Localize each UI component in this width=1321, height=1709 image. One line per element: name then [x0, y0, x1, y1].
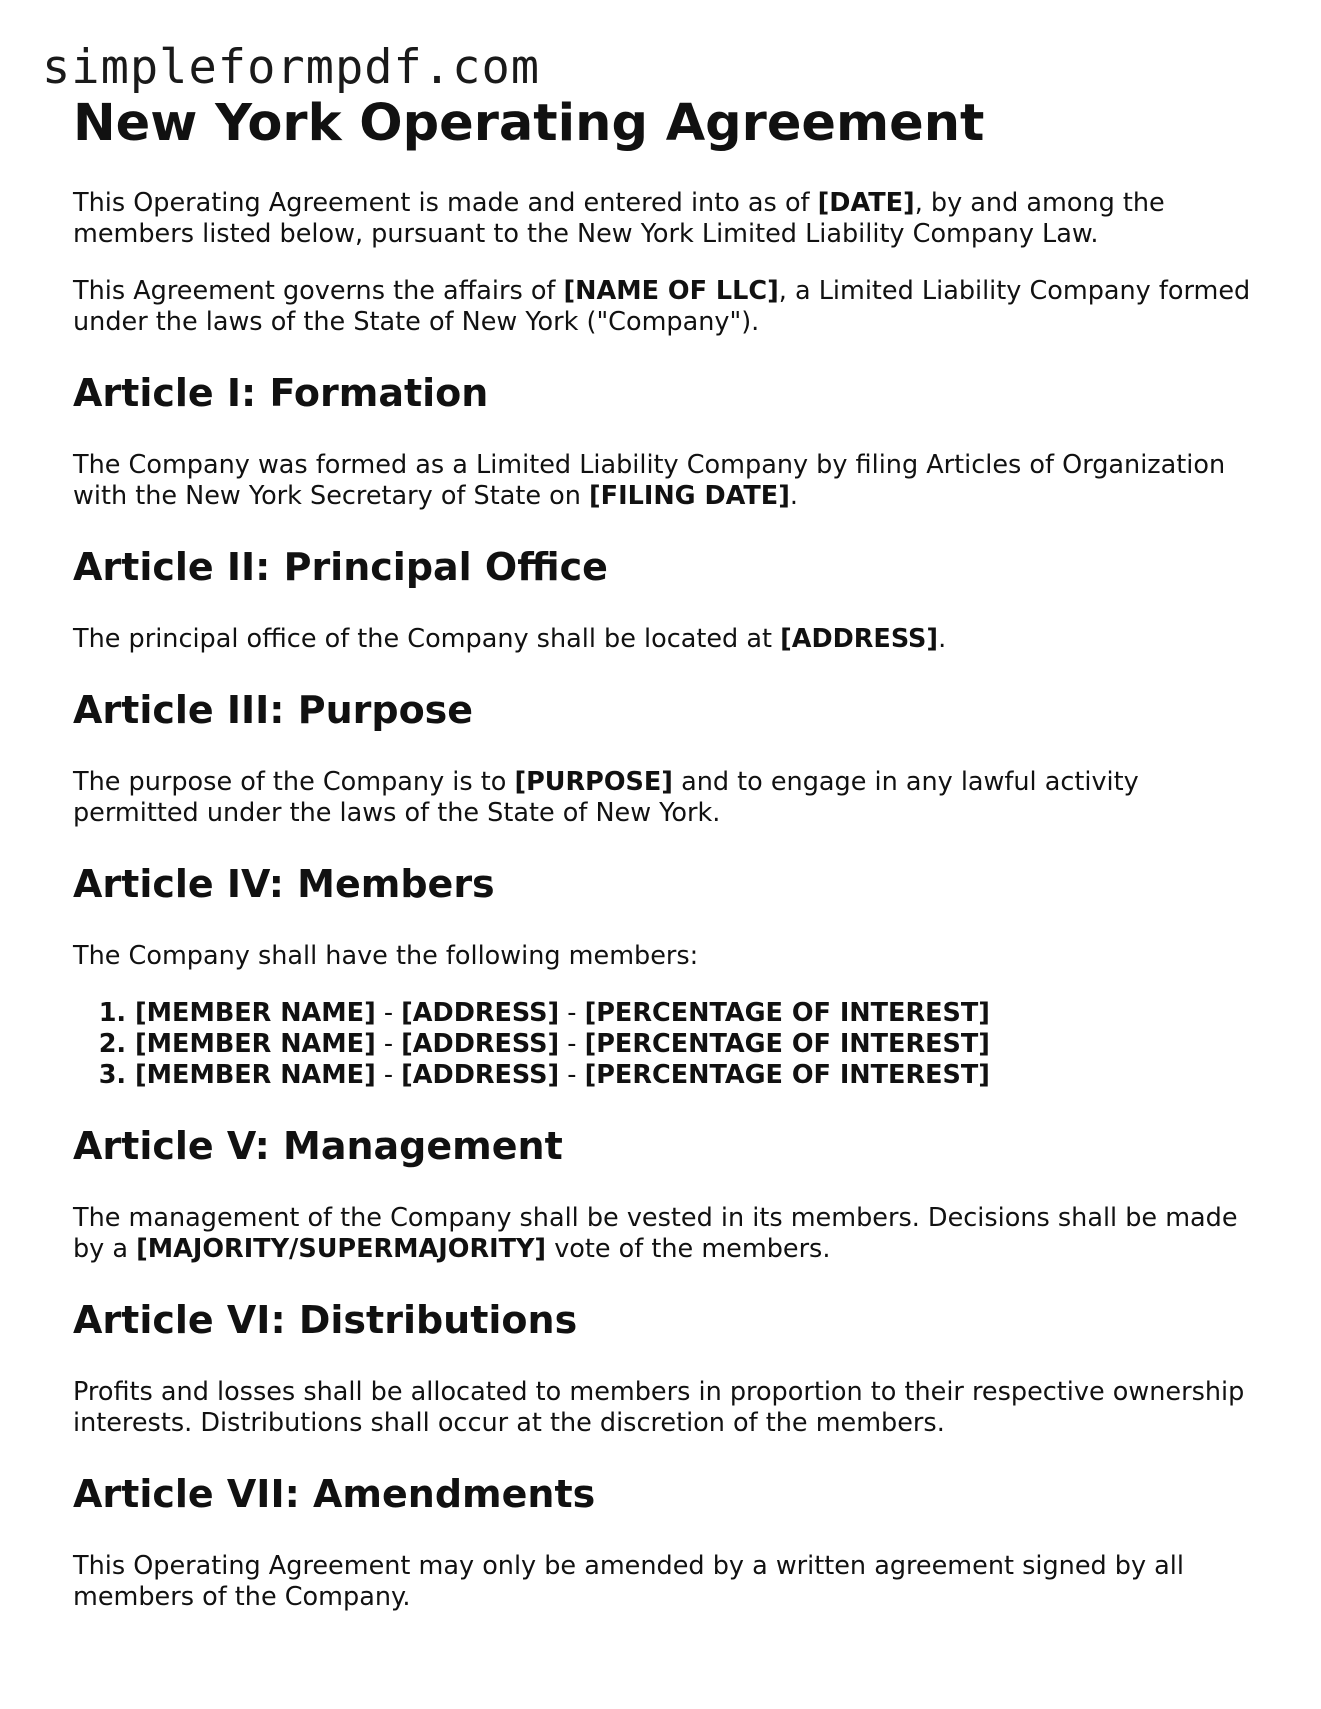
date-placeholder: [DATE]	[817, 188, 915, 218]
formation-text-end: .	[789, 481, 798, 511]
member-name-placeholder: [MEMBER NAME]	[135, 1029, 376, 1059]
article-members-heading: Article IV: Members	[73, 862, 495, 906]
article-management-heading: Article V: Management	[73, 1124, 563, 1168]
intro-paragraph	[73, 188, 1263, 250]
member-separator: -	[375, 998, 402, 1028]
member-separator: -	[375, 1029, 402, 1059]
member-separator: -	[559, 1060, 585, 1090]
management-text-start: The management of the Company shall be vested in its members. Decisions shall be made by a	[73, 1203, 1238, 1264]
member-interest-placeholder: [PERCENTAGE OF INTEREST]	[584, 1060, 990, 1090]
purpose-text-start: The purpose of the Company is to	[73, 767, 515, 797]
member-interest-placeholder: [PERCENTAGE OF INTEREST]	[584, 1029, 990, 1059]
article-formation-text	[73, 450, 1263, 512]
article-amendments-text: This Operating Agreement may only be amended by a written agreement signed by all members of the Company.	[73, 1551, 1184, 1612]
member-list-item	[135, 1060, 1263, 1091]
article-members-intro: The Company shall have the following members:	[73, 941, 699, 971]
member-separator: -	[375, 1060, 402, 1090]
member-separator: -	[559, 998, 585, 1028]
article-distributions-heading: Article VI: Distributions	[73, 1298, 578, 1342]
member-interest-placeholder: [PERCENTAGE OF INTEREST]	[584, 998, 990, 1028]
article-formation-heading: Article I: Formation	[73, 371, 489, 415]
office-text-end: .	[938, 624, 947, 654]
member-name-placeholder: [MEMBER NAME]	[135, 1060, 376, 1090]
governance-text-end: , a Limited Liability Company formed under the laws of the State of New York ("Company").	[73, 276, 1251, 337]
governance-text-start: This Agreement governs the affairs of	[73, 276, 564, 306]
intro-text-end: , by and among the members listed below, pursuant to the New York Limited Liability Company Law.	[73, 188, 1165, 249]
formation-text-start: The Company was formed as a Limited Liability Company by filing Articles of Organization with the New York Secretary of State on	[73, 450, 1226, 511]
intro-text-start: This Operating Agreement is made and entered into as of	[73, 188, 818, 218]
purpose-placeholder: [PURPOSE]	[514, 767, 673, 797]
article-purpose-text	[73, 767, 1263, 829]
vote-placeholder: [MAJORITY/SUPERMAJORITY]	[136, 1234, 547, 1264]
management-text-end: vote of the members.	[546, 1234, 831, 1264]
agreement-document	[73, 92, 1263, 1639]
article-amendments-heading: Article VII: Amendments	[73, 1472, 596, 1516]
member-separator: -	[559, 1029, 585, 1059]
llc-name-placeholder: [NAME OF LLC]	[563, 276, 779, 306]
article-office-text	[73, 624, 1263, 655]
member-address-placeholder: [ADDRESS]	[401, 1060, 560, 1090]
article-purpose-heading: Article III: Purpose	[73, 688, 474, 732]
site-watermark: simpleformpdf.com	[42, 40, 541, 95]
document-title: New York Operating Agreement	[73, 94, 985, 153]
member-name-placeholder: [MEMBER NAME]	[135, 998, 376, 1028]
filing-date-placeholder: [FILING DATE]	[589, 481, 790, 511]
purpose-text-end: and to engage in any lawful activity permitted under the laws of the State of New York.	[73, 767, 1139, 828]
member-address-placeholder: [ADDRESS]	[401, 1029, 560, 1059]
office-text-start: The principal office of the Company shall be located at	[73, 624, 781, 654]
member-list-item	[135, 998, 1263, 1029]
member-list-item	[135, 1029, 1263, 1060]
member-address-placeholder: [ADDRESS]	[401, 998, 560, 1028]
article-management-text	[73, 1203, 1263, 1265]
members-list	[73, 998, 1263, 1091]
article-office-heading: Article II: Principal Office	[73, 545, 608, 589]
governance-paragraph	[73, 276, 1263, 338]
article-distributions-text: Profits and losses shall be allocated to members in proportion to their respective ownership interests. Distributions shall occur at the discretion of the members.	[73, 1377, 1245, 1438]
office-address-placeholder: [ADDRESS]	[780, 624, 939, 654]
